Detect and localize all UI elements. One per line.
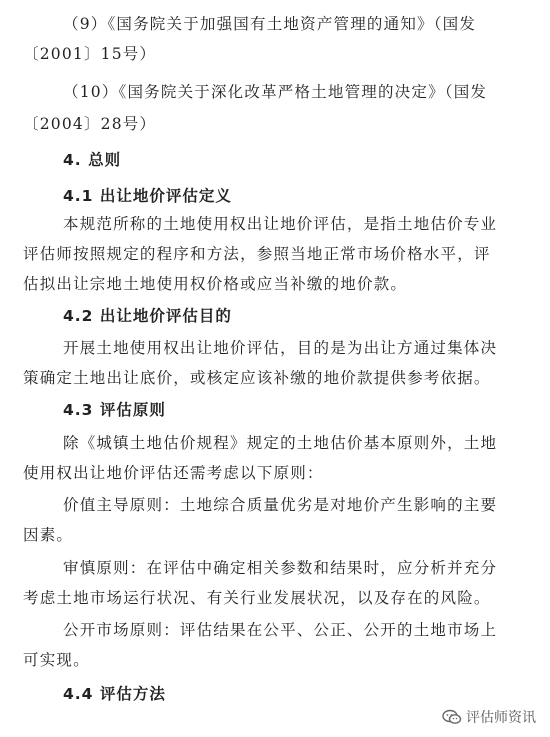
paragraph-line: 因素。 xyxy=(23,526,74,544)
watermark xyxy=(438,705,540,729)
section-heading-4-2: 4.2 出让地价评估目的 xyxy=(63,307,232,325)
paragraph-line: 除《城镇土地估价规程》规定的土地估价基本原则外，土地 xyxy=(63,434,498,452)
paragraph-line: 估拟出让宗地土地使用权价格或应当补缴的地价款。 xyxy=(23,275,408,293)
paragraph-line: 公开市场原则：评估结果在公平、公正、公开的土地市场上 xyxy=(63,621,498,639)
paragraph-line: 审慎原则：在评估中确定相关参数和结果时，应分析并充分 xyxy=(63,559,498,577)
paragraph-line: 价值主导原则：土地综合质量优劣是对地价产生影响的主要 xyxy=(63,496,498,514)
paragraph-line: 本规范所称的土地使用权出让地价评估，是指土地估价专业 xyxy=(63,215,498,233)
paragraph-line: 评估师按照规定的程序和方法，参照当地正常市场价格水平，评 xyxy=(23,245,491,263)
paragraph-line: 考虑土地市场运行状况、有关行业发展状况，以及存在的风险。 xyxy=(23,589,491,607)
wechat-icon xyxy=(442,709,462,725)
section-heading-4-3: 4.3 评估原则 xyxy=(63,401,166,419)
paragraph-line: 开展土地使用权出让地价评估，目的是为出让方通过集体决 xyxy=(63,339,498,357)
section-heading-4: 4. 总则 xyxy=(63,151,122,169)
paragraph-line: 使用权出让地价评估还需考虑以下原则： xyxy=(23,464,324,482)
section-heading-4-1: 4.1 出让地价评估定义 xyxy=(63,187,232,205)
list-item-9: （9）《国务院关于加强国有土地资产管理的通知》（国发 xyxy=(63,15,477,33)
list-item-9-cont: 〔2001〕15号） xyxy=(23,45,157,63)
watermark-text: 评估师资讯 xyxy=(466,710,536,726)
list-item-10-cont: 〔2004〕28号） xyxy=(23,115,157,133)
paragraph-line: 可实现。 xyxy=(23,651,90,669)
paragraph-line: 策确定土地出让底价，或核定应该补缴的地价款提供参考依据。 xyxy=(23,369,491,387)
section-heading-4-4: 4.4 评估方法 xyxy=(63,685,166,703)
list-item-10: （10）《国务院关于深化改革严格土地管理的决定》（国发 xyxy=(63,83,488,101)
